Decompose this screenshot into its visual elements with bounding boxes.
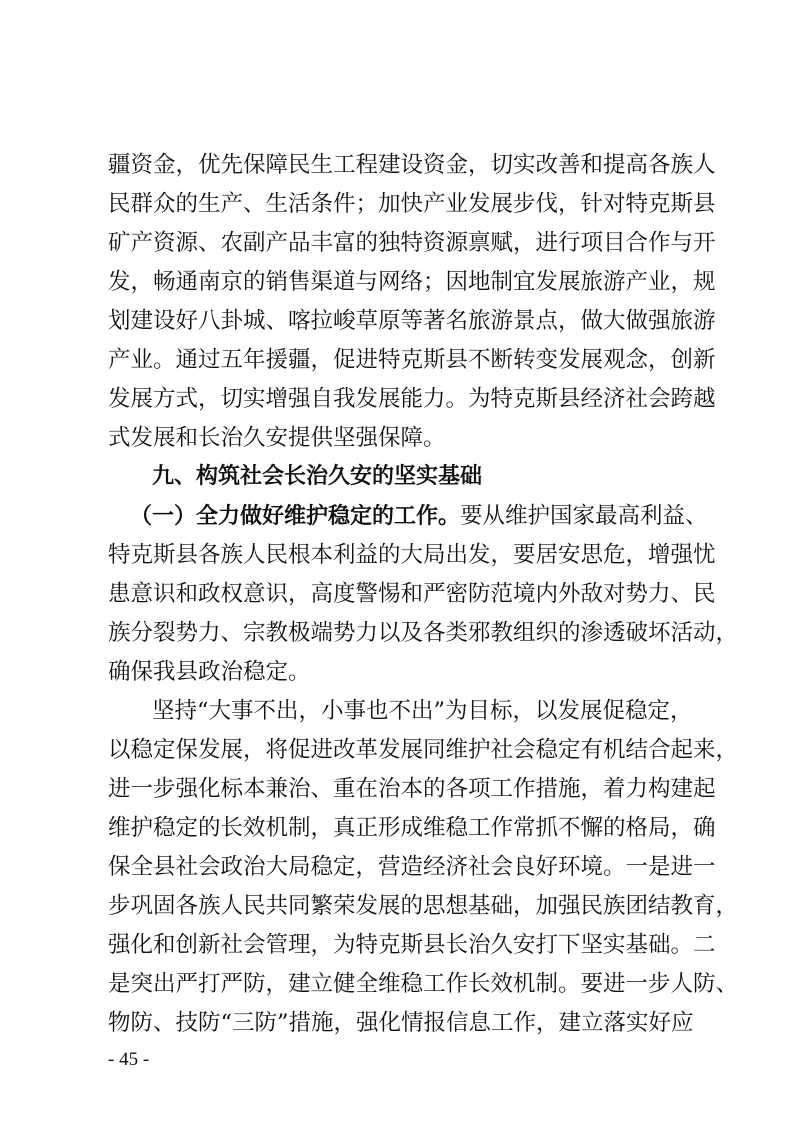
paragraph-line: 疆资金，优先保障民生工程建设资金，切实改善和提高各族人 [108, 152, 716, 178]
paragraph-line: 是突出严打严防，建立健全维稳工作长效机制。要进一步人防、 [108, 971, 739, 997]
paragraph-line [130, 501, 708, 531]
subsection-heading: （一）全力做好维护稳定的工作。 [130, 504, 461, 529]
paragraph-line: 强化和创新社会管理，为特克斯县长治久安打下坚实基础。二 [108, 932, 716, 958]
paragraph-line: 民群众的生产、生活条件；加快产业发展步伐，针对特克斯县 [108, 191, 716, 217]
paragraph-line: 确保我县政治稳定。 [108, 659, 311, 685]
paragraph-line: 坚持“大事不出，小事也不出”为目标，以发展促稳定， [152, 698, 693, 724]
paragraph-line: 以稳定保发展，将促进改革发展同维护社会稳定有机结合起来， [108, 737, 739, 763]
paragraph-line: 矿产资源、农副产品丰富的独特资源禀赋，进行项目合作与开 [108, 230, 716, 256]
paragraph-text: 要从维护国家最高利益、 [460, 503, 708, 529]
paragraph-line: 发，畅通南京的销售渠道与网络；因地制宜发展旅游产业，规 [108, 269, 716, 295]
paragraph-line: 保全县社会政治大局稳定，营造经济社会良好环境。一是进一 [108, 854, 716, 880]
paragraph-line: 产业。通过五年援疆，促进特克斯县不断转变发展观念，创新 [108, 347, 716, 373]
paragraph-line: 划建设好八卦城、喀拉峻草原等著名旅游景点，做大做强旅游 [108, 308, 716, 334]
page-number: - 45 - [108, 1049, 150, 1070]
paragraph-line: 特克斯县各族人民根本利益的大局出发，要居安思危，增强忧 [108, 542, 716, 568]
paragraph-line: 族分裂势力、宗教极端势力以及各类邪教组织的渗透破坏活动， [108, 620, 739, 646]
paragraph-line: 式发展和长治久安提供坚强保障。 [108, 425, 446, 451]
paragraph-line: 物防、技防“三防”措施，强化情报信息工作，建立落实好应 [108, 1010, 694, 1036]
paragraph-line: 进一步强化标本兼治、重在治本的各项工作措施，着力构建起 [108, 776, 716, 802]
paragraph-line: 维护稳定的长效机制，真正形成维稳工作常抓不懈的格局，确 [108, 815, 716, 841]
paragraph-line: 患意识和政权意识，高度警惕和严密防范境内外敌对势力、民 [108, 581, 716, 607]
paragraph-line: 发展方式，切实增强自我发展能力。为特克斯县经济社会跨越 [108, 386, 716, 412]
paragraph-line: 步巩固各族人民共同繁荣发展的思想基础，加强民族团结教育， [108, 893, 739, 919]
section-heading: 九、构筑社会长治久安的坚实基础 [152, 464, 483, 489]
